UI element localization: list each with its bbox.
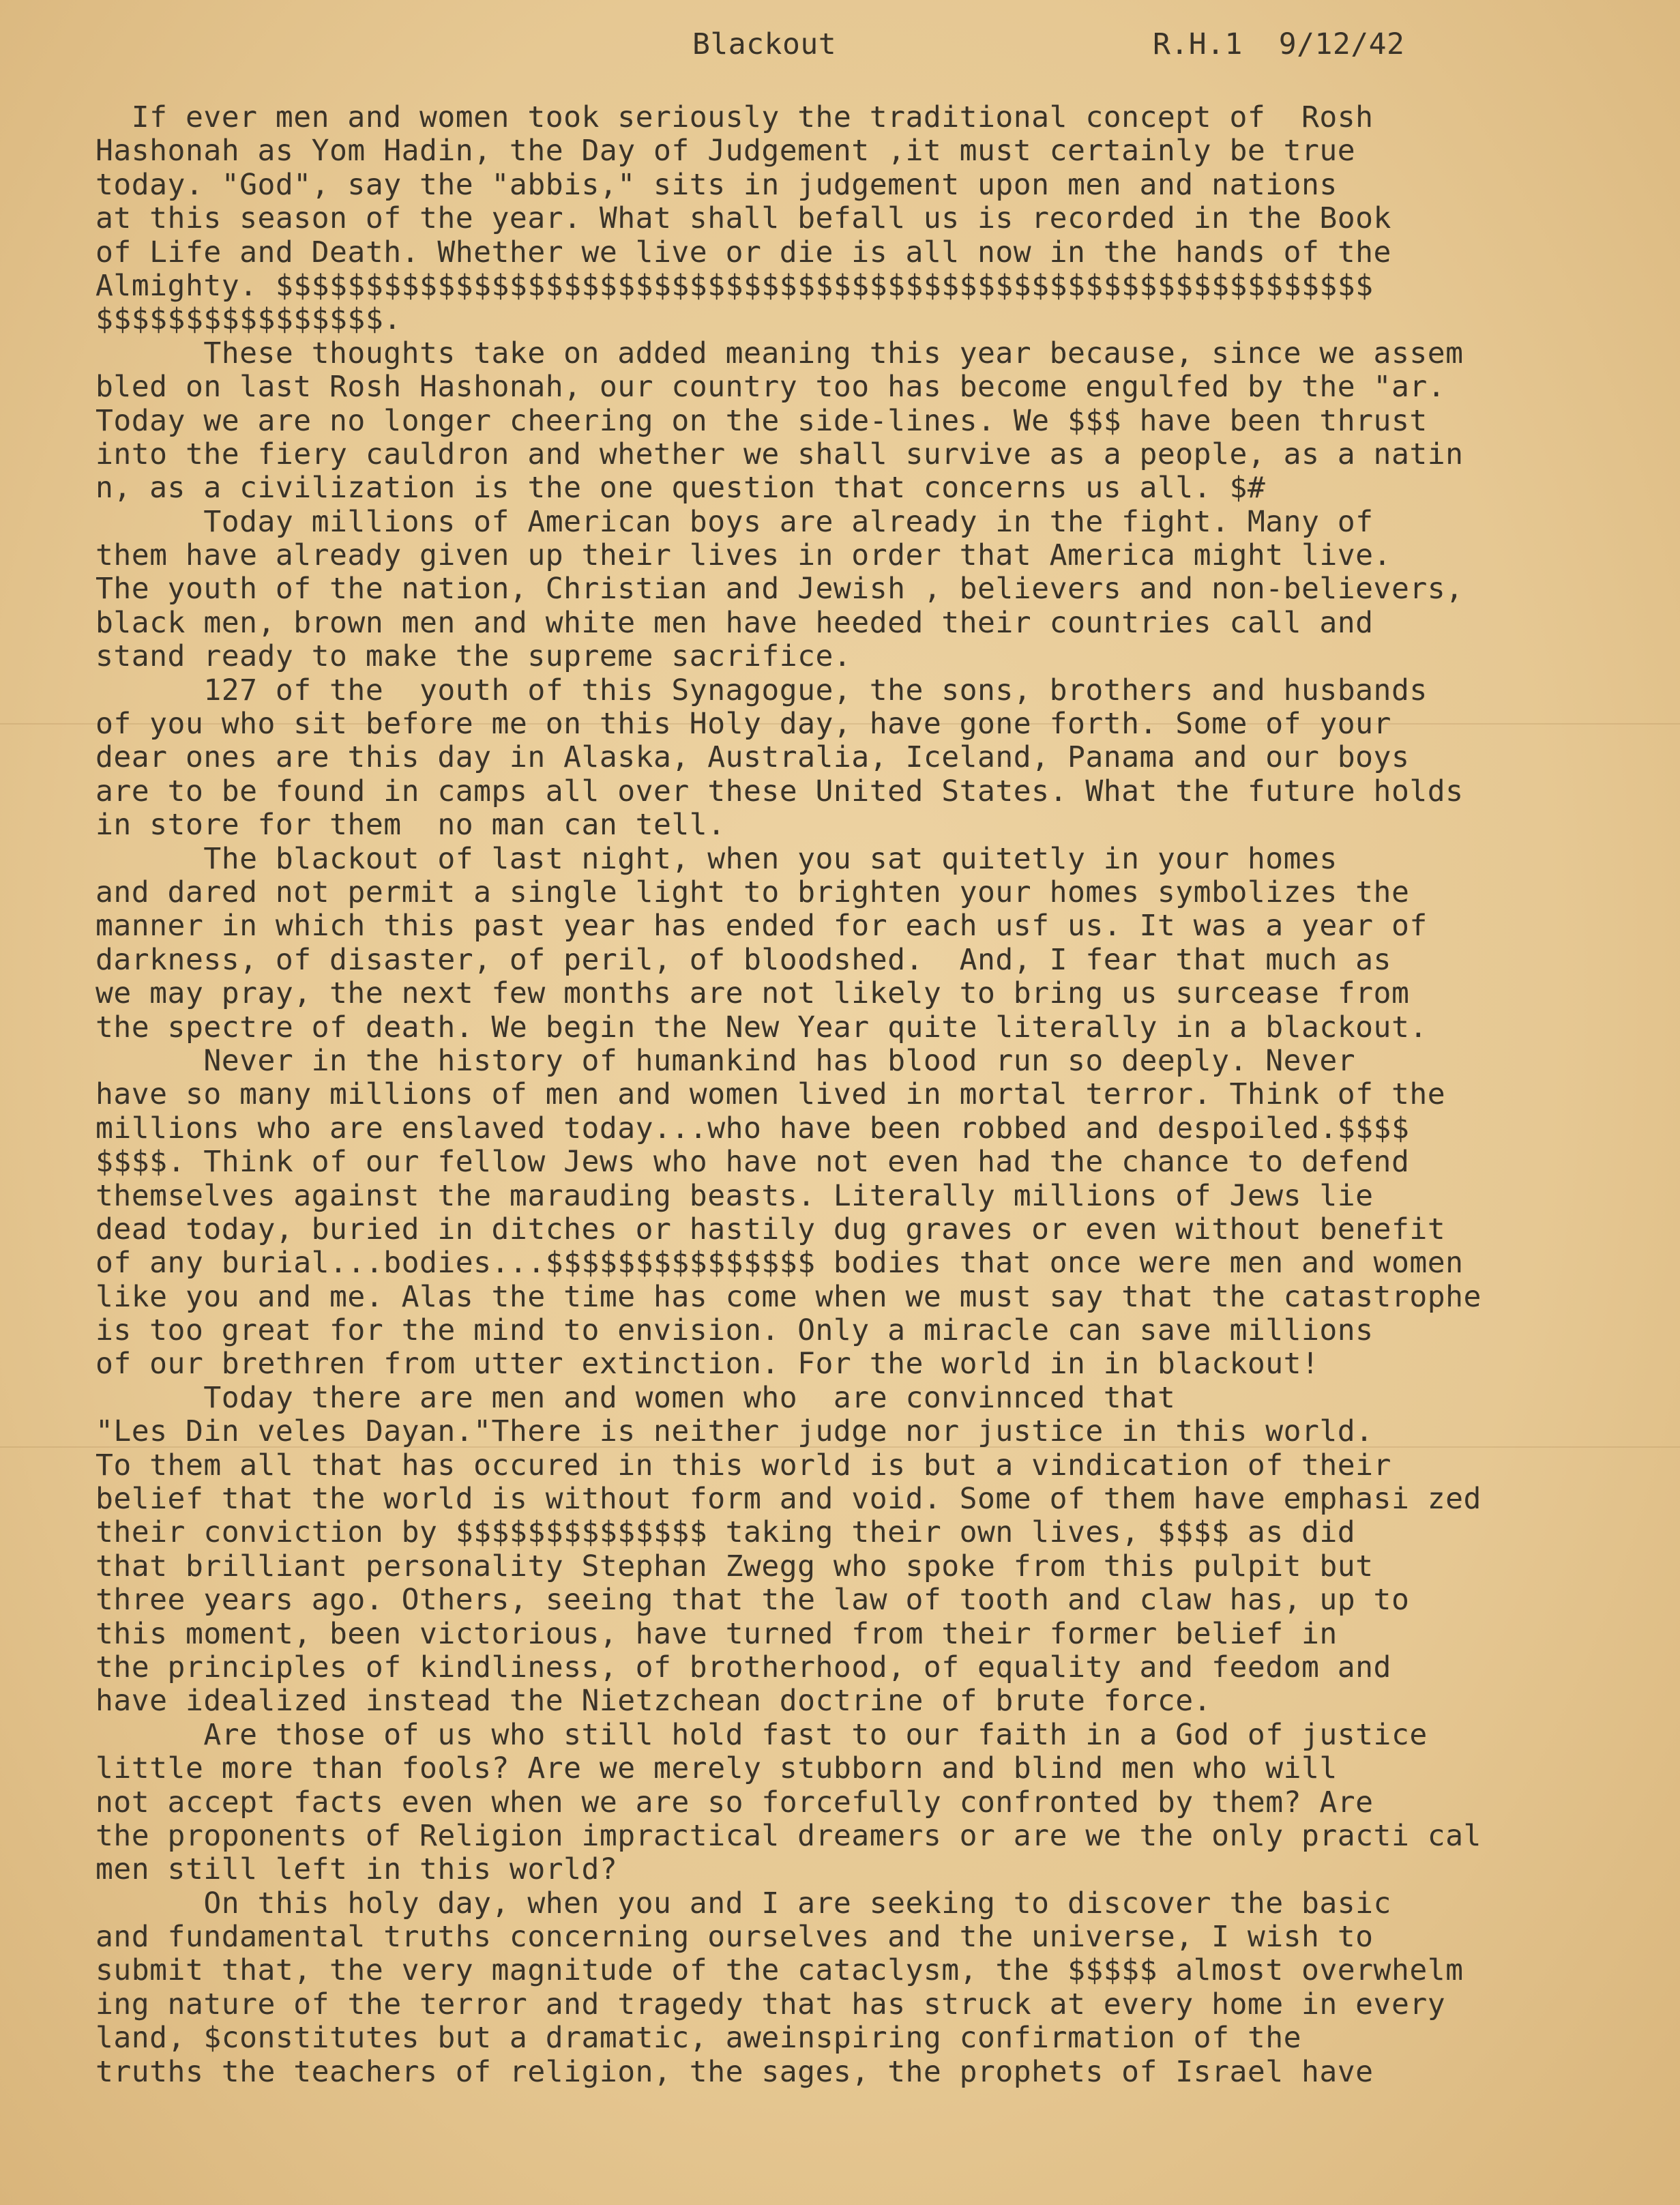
text-line: not accept facts even when we are so forcefully confronted by them? Are (95, 1785, 1374, 1820)
page-reference: R.H.1 9/12/42 (1153, 27, 1405, 61)
text-line: $$$$. Think of our fellow Jews who have not even had the chance to defend (95, 1145, 1410, 1180)
text-line: today. "God", say the "abbis," sits in judgement upon men and nations (95, 167, 1338, 202)
text-line: themselves against the marauding beasts. Literally millions of Jews lie (95, 1178, 1374, 1213)
text-line: Today millions of American boys are already in the fight. Many of (95, 504, 1374, 539)
text-line: of our brethren from utter extinction. For the world in in blackout! (95, 1347, 1320, 1382)
text-line: in store for them no man can tell. (95, 808, 726, 843)
text-line: into the fiery cauldron and whether we shall survive as a people, as a natin (95, 437, 1464, 471)
text-line: belief that the world is without form and void. Some of them have emphasi zed (95, 1482, 1482, 1517)
text-line: dead today, buried in ditches or hastily dug graves or even without benefit (95, 1212, 1446, 1246)
text-line: little more than fools? Are we merely stubborn and blind men who will (95, 1751, 1338, 1786)
text-line: manner in which this past year has ended for each usf us. It was a year of (95, 909, 1428, 944)
text-line: have idealized instead the Nietzchean doctrine of brute force. (95, 1684, 1212, 1719)
text-line: The youth of the nation, Christian and Jewish , believers and non-believers, (95, 572, 1464, 607)
text-line: is too great for the mind to envision. Only a miracle can save millions (95, 1313, 1374, 1348)
text-line: These thoughts take on added meaning this year because, since we assem (95, 336, 1464, 370)
text-line: Today there are men and women who are convinnced that (95, 1380, 1176, 1415)
text-line: bled on last Rosh Hashonah, our country too has become engulfed by the "ar. (95, 370, 1446, 405)
text-line: black men, brown men and white men have heeded their countries call and (95, 605, 1374, 640)
text-line: the spectre of death. We begin the New Year quite literally in a blackout. (95, 1010, 1428, 1045)
text-line: ing nature of the terror and tragedy that has struck at every home in every (95, 1987, 1446, 2021)
text-line: of you who sit before me on this Holy day, have gone forth. Some of your (95, 707, 1391, 742)
text-line: Are those of us who still hold fast to our faith in a God of justice (95, 1717, 1428, 1752)
text-line: and fundamental truths concerning ourselves and the universe, I wish to (95, 1920, 1374, 1955)
text-line: $$$$$$$$$$$$$$$$. (95, 302, 402, 337)
text-line: have so many millions of men and women lived in mortal terror. Think of the (95, 1077, 1446, 1112)
text-line: the proponents of Religion impractical dreamers or are we the only practi cal (95, 1818, 1482, 1853)
text-line: n, as a civilization is the one question that concerns us all. $# (95, 471, 1266, 506)
text-line: at this season of the year. What shall befall us is recorded in the Book (95, 201, 1391, 236)
text-line: truths the teachers of religion, the sages, the prophets of Israel have (95, 2054, 1374, 2089)
page-title: Blackout (692, 27, 837, 61)
text-line: Never in the history of humankind has blood run so deeply. Never (95, 1043, 1356, 1078)
text-line: Today we are no longer cheering on the side-lines. We $$$ have been thrust (95, 403, 1428, 438)
text-line: of Life and Death. Whether we live or die is all now in the hands of the (95, 235, 1391, 269)
text-line: submit that, the very magnitude of the cataclysm, the $$$$$ almost overwhelm (95, 1953, 1464, 1988)
text-line: the principles of kindliness, of brotherhood, of equality and feedom and (95, 1650, 1391, 1684)
text-line: stand ready to make the supreme sacrifice. (95, 639, 852, 674)
text-line: Hashonah as Yom Hadin, the Day of Judgement ,it must certainly be true (95, 134, 1356, 169)
text-line: darkness, of disaster, of peril, of bloodshed. And, I fear that much as (95, 942, 1391, 977)
text-line: Almighty. $$$$$$$$$$$$$$$$$$$$$$$$$$$$$$$$$$$$$$$$$$$$$$$$$$$$$$$$$$$$$ (95, 268, 1374, 303)
text-line: If ever men and women took seriously the traditional concept of Rosh (95, 100, 1374, 134)
text-line: To them all that has occured in this world is but a vindication of their (95, 1448, 1391, 1483)
document-body (95, 101, 1482, 2122)
text-line: On this holy day, when you and I are seeking to discover the basic (95, 1886, 1391, 1921)
text-line: millions who are enslaved today...who have been robbed and despoiled.$$$$ (95, 1111, 1410, 1145)
text-line: "Les Din veles Dayan."There is neither judge nor justice in this world. (95, 1414, 1374, 1449)
text-line: this moment, been victorious, have turned from their former belief in (95, 1616, 1338, 1651)
text-line: are to be found in camps all over these United States. What the future holds (95, 774, 1464, 808)
text-line: of any burial...bodies...$$$$$$$$$$$$$$$ bodies that once were men and women (95, 1246, 1464, 1281)
text-line: The blackout of last night, when you sat quitetly in your homes (95, 841, 1338, 876)
text-line: them have already given up their lives in order that America might live. (95, 538, 1391, 573)
text-line: we may pray, the next few months are not likely to bring us surcease from (95, 976, 1410, 1011)
text-line: 127 of the youth of this Synagogue, the sons, brothers and husbands (95, 673, 1428, 707)
text-line: dear ones are this day in Alaska, Australia, Iceland, Panama and our boys (95, 740, 1410, 775)
text-line: land, $constitutes but a dramatic, aweinspiring confirmation of the (95, 2021, 1302, 2056)
text-line: three years ago. Others, seeing that the law of tooth and claw has, up to (95, 1583, 1410, 1618)
text-line (95, 2089, 1482, 2122)
text-line: their conviction by $$$$$$$$$$$$$$ taking their own lives, $$$$ as did (95, 1515, 1356, 1550)
text-line: men still left in this world? (95, 1852, 618, 1887)
text-line: and dared not permit a single light to brighten your homes symbolizes the (95, 875, 1410, 909)
text-line: like you and me. Alas the time has come when we must say that the catastrophe (95, 1279, 1482, 1314)
text-line: that brilliant personality Stephan Zwegg who spoke from this pulpit but (95, 1549, 1374, 1583)
